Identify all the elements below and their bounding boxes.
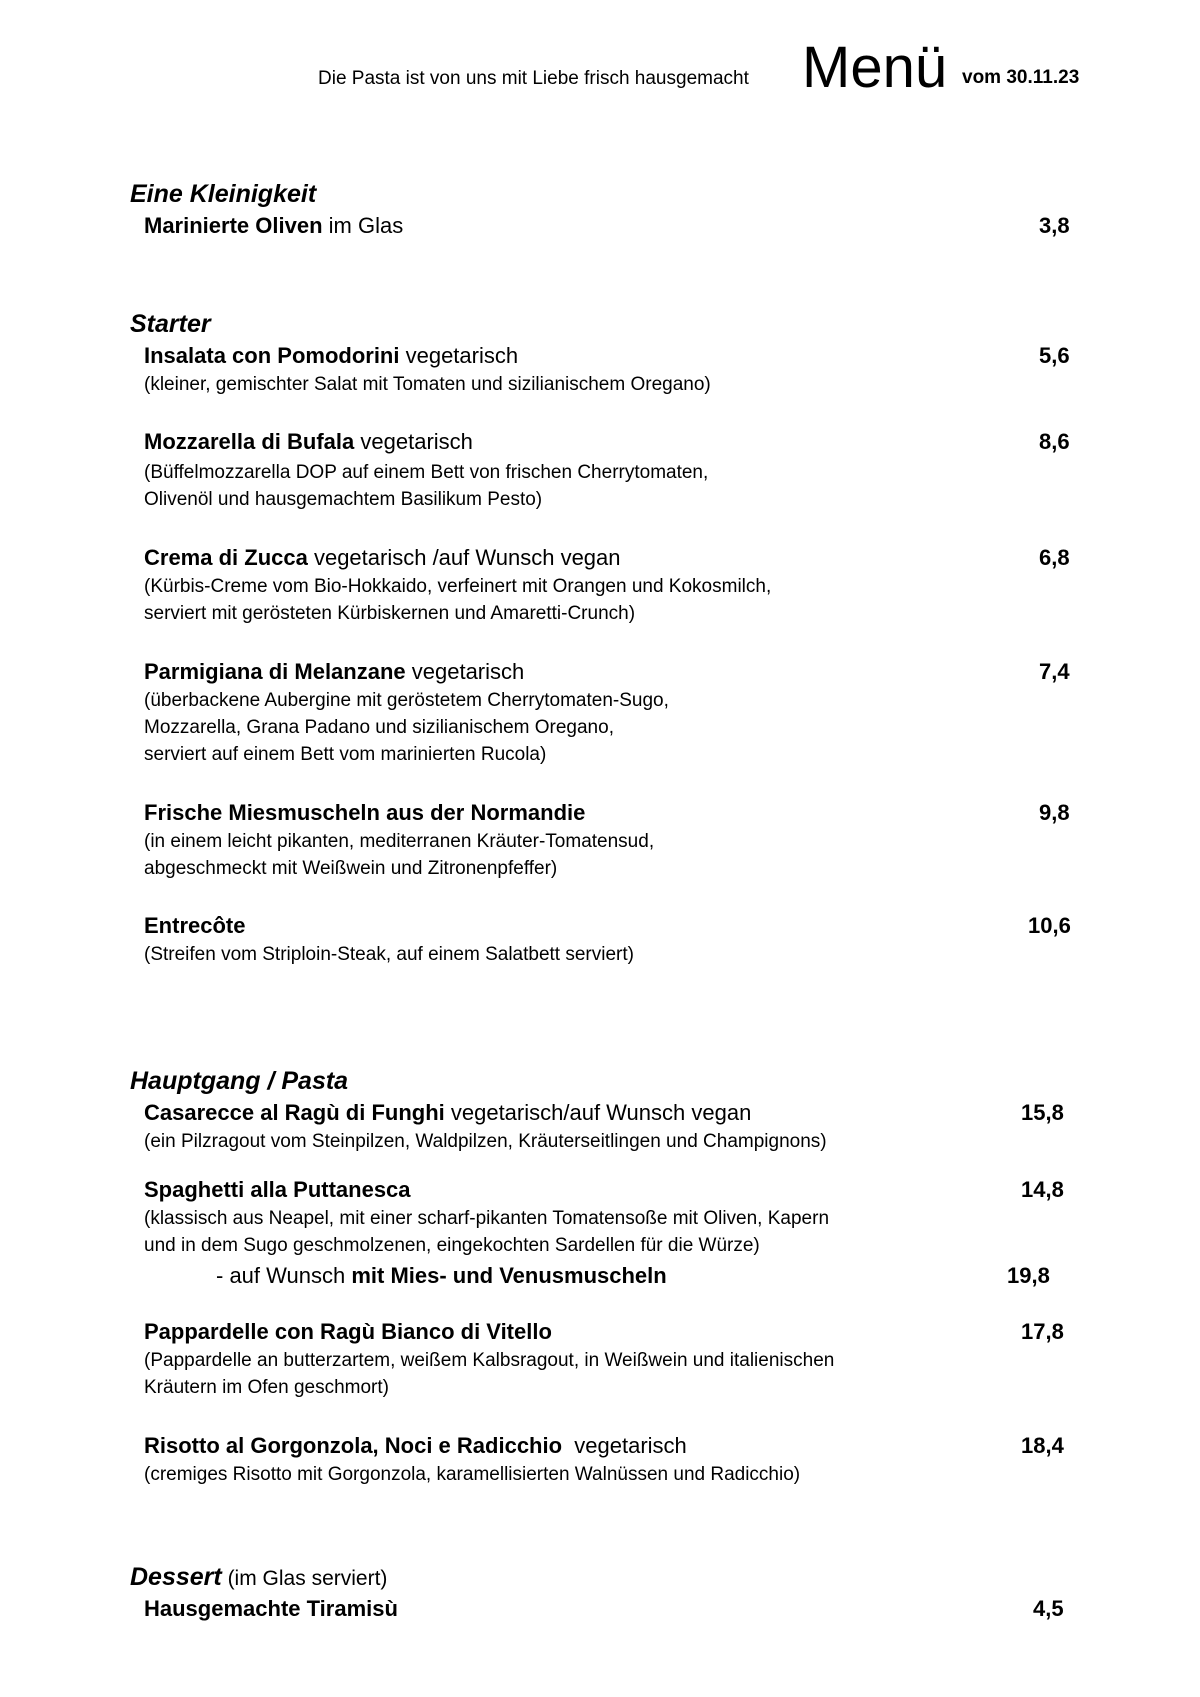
item-price: 8,6 [1039,429,1070,454]
section-hauptgang [130,1064,1080,1488]
item-price: 14,8 [1021,1177,1064,1202]
item-name: Marinierte Oliven [144,213,323,238]
dessert-heading-note: (im Glas serviert) [221,1567,388,1590]
item-price: 5,6 [1039,343,1070,368]
section-heading [130,1560,1080,1594]
page-title: Menü [802,35,948,100]
section-starter [130,307,1080,968]
menu-item [130,543,1080,627]
item-description: serviert mit gerösteten Kürbiskernen und Amaretti-Crunch) [144,603,636,624]
menu-item [130,1431,1080,1488]
item-option [144,1261,1080,1291]
option-name: mit Mies- und Venusmuscheln [351,1263,667,1288]
item-price: 3,8 [1039,213,1070,238]
item-description: (überbackene Aubergine mit geröstetem Cherrytomaten-Sugo, [144,690,669,711]
item-tag: vegetarisch [354,429,473,454]
item-price: 7,4 [1039,659,1070,684]
item-description: (klassisch aus Neapel, mit einer scharf-pikanten Tomatensoße mit Oliven, Kapern [144,1208,830,1229]
item-price: 10,6 [1028,913,1071,938]
item-name: Frische Miesmuscheln aus der Normandie [144,800,586,825]
section-dessert [130,1560,1080,1624]
menu-item [130,1594,1080,1624]
item-description: (ein Pilzragout vom Steinpilzen, Waldpilzen, Kräuterseitlingen und Champignons) [144,1131,827,1152]
section-heading: Starter [130,310,211,338]
menu-date: vom 30.11.23 [962,67,1080,88]
item-description: (cremiges Risotto mit Gorgonzola, karamellisierten Walnüssen und Radicchio) [144,1464,801,1485]
item-name: Parmigiana di Melanzane [144,659,406,684]
section-kleinigkeit [130,177,1080,241]
menu-header [0,0,1200,110]
item-name: Pappardelle con Ragù Bianco di Vitello [144,1319,552,1344]
item-name: Spaghetti alla Puttanesca [144,1177,411,1202]
item-name: Casarecce al Ragù di Funghi [144,1100,445,1125]
item-price: 18,4 [1021,1433,1064,1458]
item-name: Risotto al Gorgonzola, Noci e Radicchio [144,1433,563,1458]
item-description: Olivenöl und hausgemachtem Basilikum Pesto) [144,489,543,510]
item-price: 4,5 [1033,1596,1064,1621]
item-description: (Kürbis-Creme vom Bio-Hokkaido, verfeinert mit Orangen und Kokosmilch, [144,576,772,597]
menu-item [130,211,1080,241]
item-description: (in einem leicht pikanten, mediterranen Kräuter-Tomatensud, [144,831,655,852]
item-tag: im Glas [322,213,404,238]
menu-item [130,1098,1080,1155]
item-name: Entrecôte [144,913,246,938]
item-name: Mozzarella di Bufala [144,429,355,454]
item-price: 15,8 [1021,1100,1064,1125]
item-price: 6,8 [1039,545,1070,570]
item-tag: vegetarisch [399,343,519,368]
item-tag: vegetarisch [405,659,525,684]
item-description: und in dem Sugo geschmolzenen, eingekochten Sardellen für die Würze) [144,1235,760,1256]
item-description: serviert auf einem Bett vom marinierten Rucola) [144,744,547,765]
option-prefix: - auf Wunsch [216,1263,352,1288]
item-tag: vegetarisch /auf Wunsch vegan [307,545,621,570]
dessert-heading: Dessert [130,1563,222,1591]
item-description: (Streifen vom Striploin-Steak, auf einem Salatbett serviert) [144,944,634,965]
menu-item [130,341,1080,398]
menu-item [130,657,1080,768]
item-description: (Pappardelle an butterzartem, weißem Kalbsragout, in Weißwein und italienischen [144,1350,835,1371]
menu-item [130,427,1080,513]
item-price: 17,8 [1021,1319,1064,1344]
item-description: abgeschmeckt mit Weißwein und Zitronenpfeffer) [144,858,558,879]
item-description: (Büffelmozzarella DOP auf einem Bett von frischen Cherrytomaten, [144,462,709,483]
menu-item [130,911,1080,968]
item-description: (kleiner, gemischter Salat mit Tomaten und sizilianischem Oregano) [144,374,711,395]
menu-item [130,1175,1080,1291]
tagline: Die Pasta ist von uns mit Liebe frisch hausgemacht [318,68,749,89]
item-tag: vegetarisch [562,1433,687,1458]
section-heading: Eine Kleinigkeit [130,180,317,208]
item-description: Kräutern im Ofen geschmort) [144,1377,389,1398]
item-name: Crema di Zucca [144,545,308,570]
item-name: Insalata con Pomodorini [144,343,400,368]
item-name: Hausgemachte Tiramisù [144,1596,398,1621]
item-price: 9,8 [1039,800,1070,825]
option-price: 19,8 [1007,1263,1050,1288]
item-tag: vegetarisch/auf Wunsch vegan [444,1100,752,1125]
section-heading: Hauptgang / Pasta [130,1067,349,1095]
menu-item [130,798,1080,882]
item-description: Mozzarella, Grana Padano und sizilianischem Oregano, [144,717,614,738]
menu-item [130,1317,1080,1401]
